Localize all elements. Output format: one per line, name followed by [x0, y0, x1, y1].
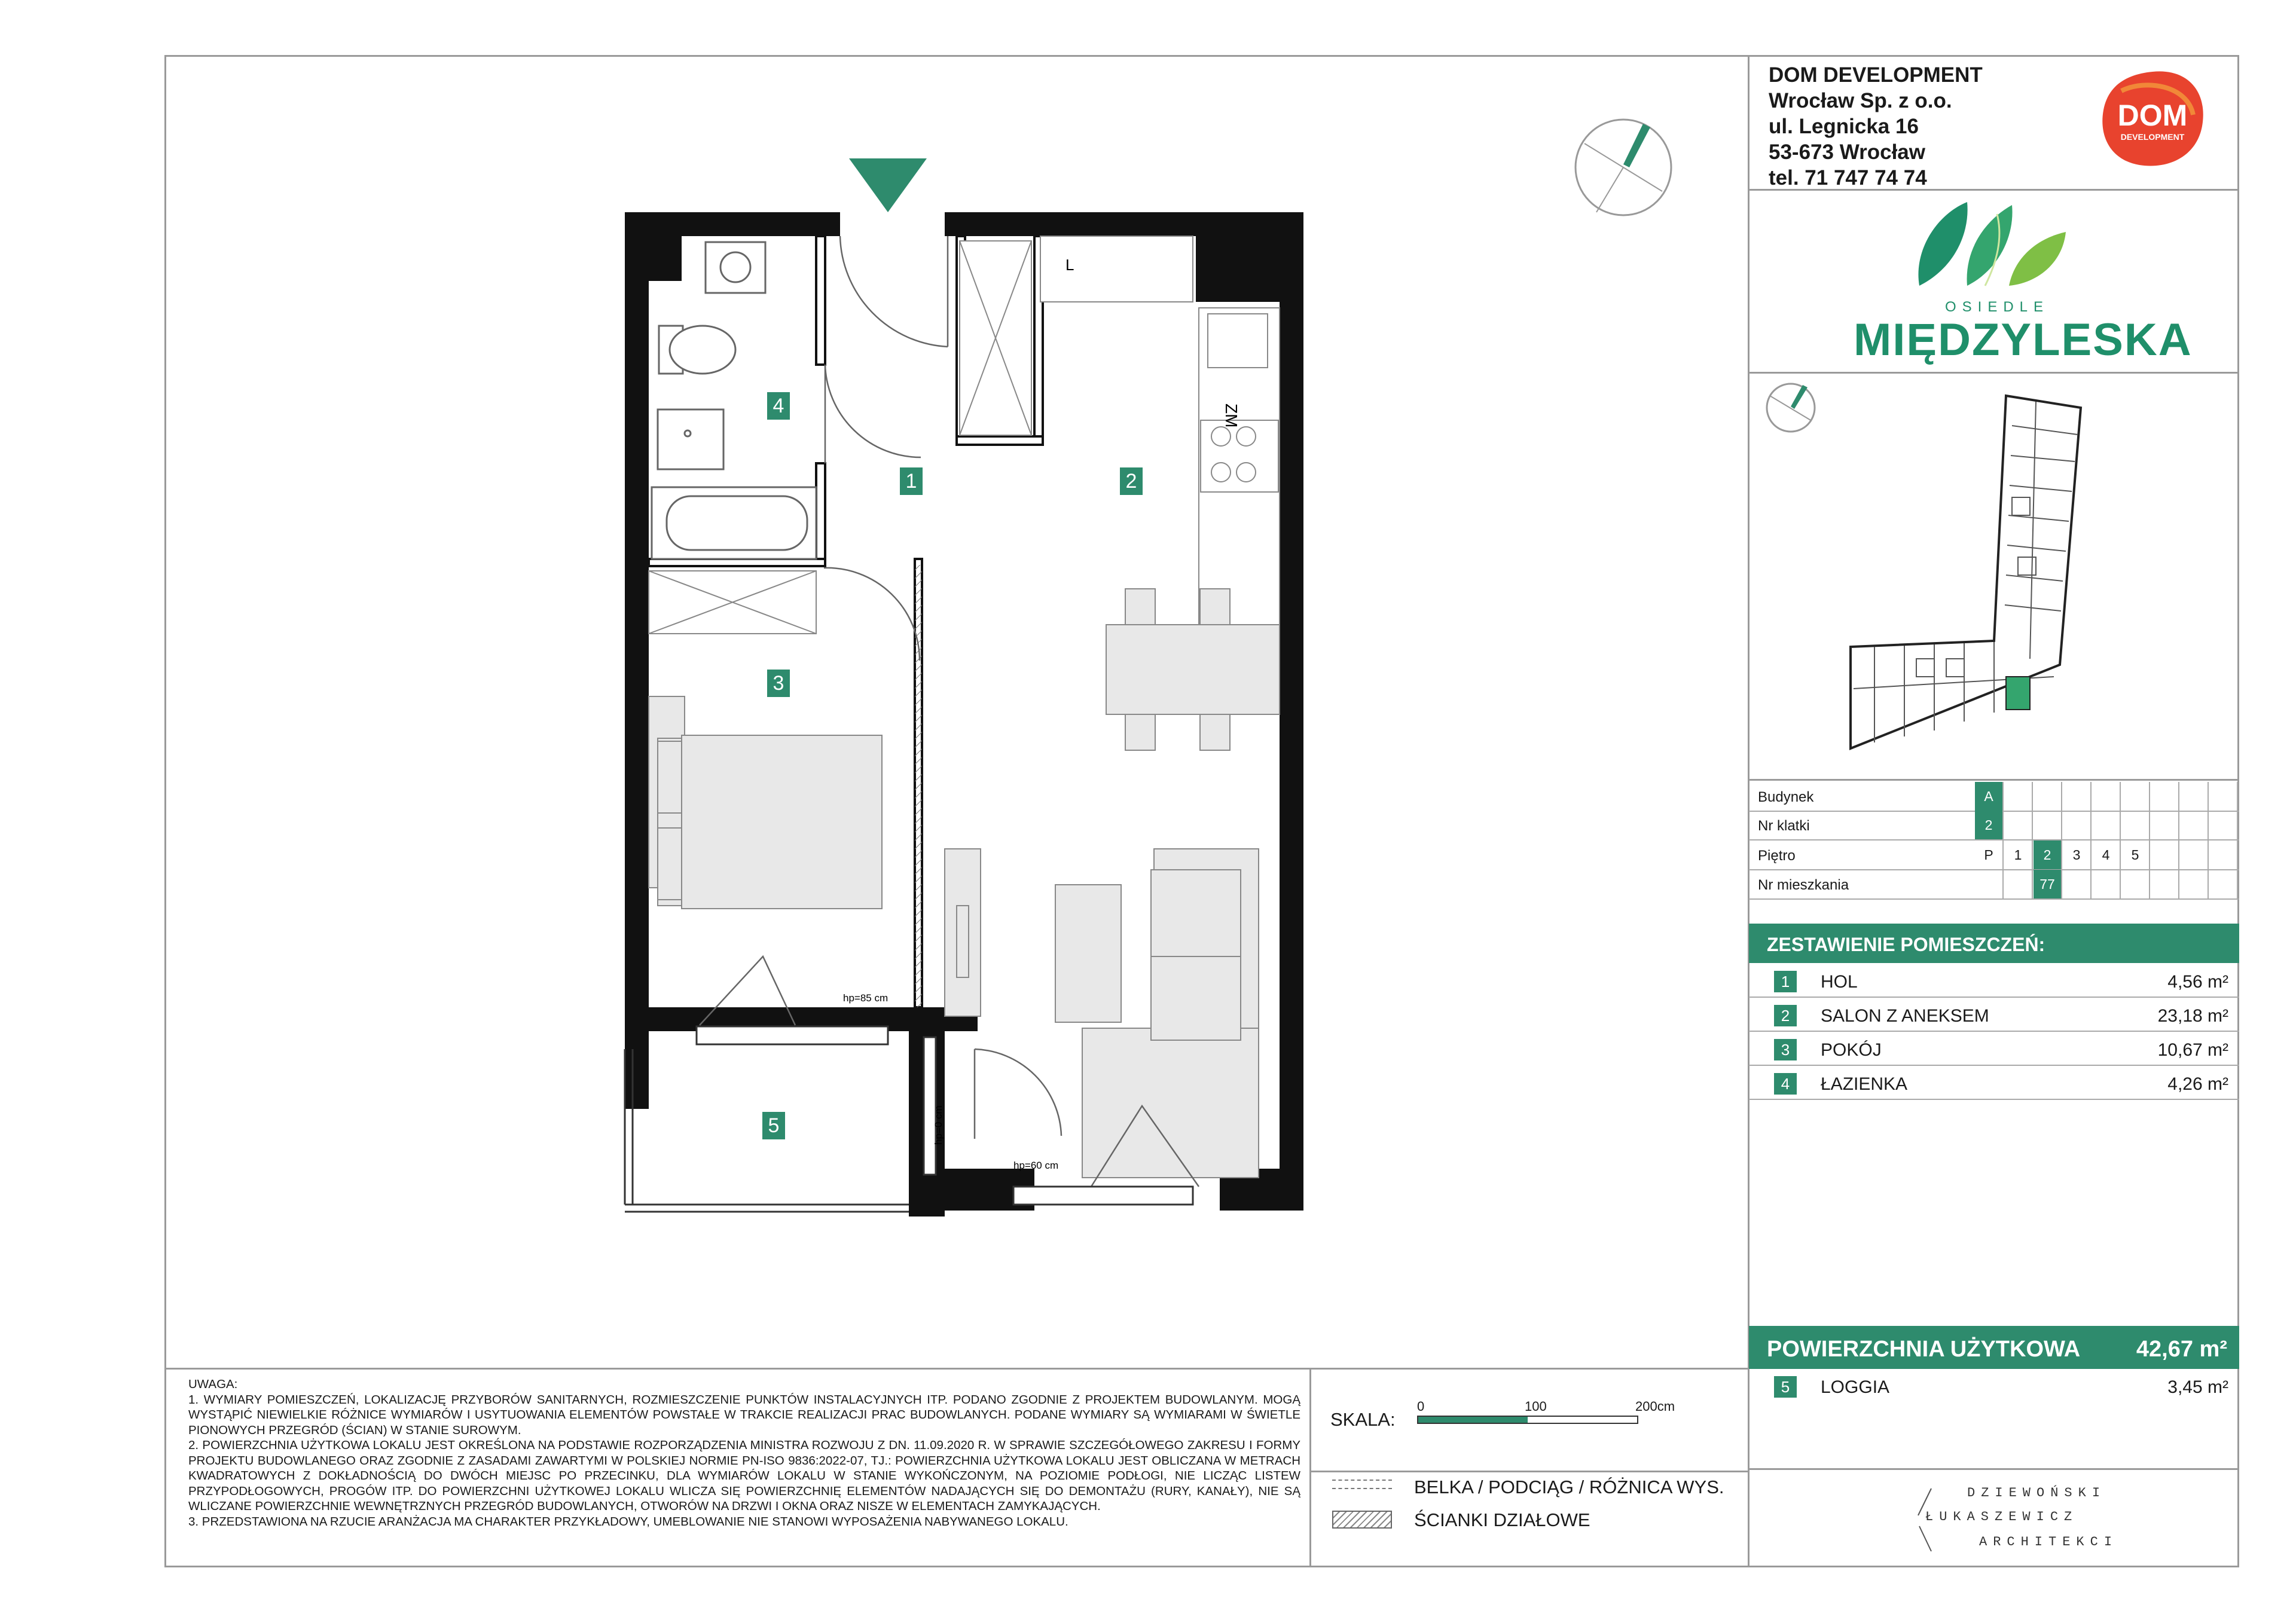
- plan-label-5: 5: [762, 1112, 785, 1139]
- info-cell: [2209, 782, 2238, 811]
- notes-title: UWAGA:: [188, 1377, 238, 1391]
- estate-leaf-logo: [1913, 196, 2093, 292]
- company-street: ul. Legnicka 16: [1769, 115, 1919, 138]
- info-cell: [2209, 840, 2238, 869]
- usable-area-bar: [1749, 1326, 2239, 1369]
- room-name: SALON Z ANEKSEM: [1821, 1006, 1989, 1026]
- divider-notes: [164, 1368, 1749, 1370]
- logo-text-top: DOM: [2117, 99, 2188, 132]
- info-cell: 2: [2034, 840, 2062, 869]
- estate-prefix: OSIEDLE: [1944, 299, 2050, 315]
- scale-tick-0: 0: [1417, 1399, 1425, 1414]
- logo-text-bottom: DEVELOPMENT: [2120, 132, 2185, 142]
- divider-scale-legend: [1309, 1471, 1749, 1472]
- note-2: 2. POWIERZCHNIA UŻYTKOWA LOKALU JEST OKREŚLONA NA PODSTAWIE ROZPORZĄDZENIA MINISTRA ROZWOJU Z DN. 11.09.2020 R. W SPRAWIE SZCZEGÓŁOWEGO ZAKRESU I FORMY PROJEKTU BUDOWLANEGO ORAZ ZGODNIE Z ZASADAMI ZAWARTYMI W POLSKIEJ NORMIE PN-ISO 9836:2022-07, TJ.: POWIERZCHNIA UŻYTKOWA LOKALU JEST OBLICZANA W METRACH KWADRATOWYCH Z DOKŁADNOŚCIĄ DO DWÓCH MIEJSC PO PRZECINKU, DLA WYMIARÓW LOKALU W STANIE WYKOŃCZONYM, NA POZIOMIE PODŁOGI, NIE LICZĄC LISTEW PRZYPODŁOGOWYCH, PROGÓW ITP. DO POWIERZCHNI UŻYTKOWEJ LOKALU WLICZA SIĘ POWIERZCHNIĘ ELEMENTÓW NADAJĄCYCH SIĘ DO DEMONTAŻU (RURY, KANAŁY), NIE SĄ WLICZANE POWIERZCHNIE WEWNĘTRZNYCH PRZEGRÓD BUDOWLANYCH, OTWORÓW NA DRZWI I OKNA ORAZ NISZE W ELEMENTACH ZAMYKAJĄCYCH.: [188, 1438, 1300, 1513]
- loggia-row: [1749, 1369, 2239, 1403]
- room-area: 4,56 m²: [2167, 972, 2228, 992]
- architects-logo: [1913, 1480, 2118, 1557]
- room-number: 4: [1774, 1073, 1797, 1095]
- info-label: Piętro: [1758, 848, 1796, 864]
- divider-notes-legend: [1309, 1368, 1311, 1567]
- room-area: 10,67 m²: [2157, 1040, 2228, 1060]
- note-3: 3. PRZEDSTAWIONA NA RZUCIE ARANŻACJA MA CHARAKTER PRZYKŁADOWY, UMEBLOWANIE NIE STANOWI WYPOSAŻENIA NABYWANEGO LOKALU.: [188, 1514, 1068, 1529]
- info-cell: [2151, 811, 2179, 839]
- info-cell: 3: [2063, 840, 2092, 869]
- room-name: POKÓJ: [1821, 1040, 1882, 1060]
- legend-beam: BELKA / PODCIĄG / RÓŻNICA WYS.: [1414, 1477, 1724, 1497]
- estate-name: MIĘDZYLESKA: [1854, 314, 2193, 365]
- scale-tick-200: 200cm: [1635, 1399, 1675, 1414]
- beam-legend-icon: [1332, 1480, 1392, 1489]
- info-cell: [2004, 782, 2033, 811]
- info-label: Nr klatki: [1758, 818, 1810, 834]
- info-cell: [2092, 782, 2121, 811]
- room-row: [1749, 998, 2239, 1032]
- room-number: 3: [1774, 1039, 1797, 1060]
- info-cell: [2004, 870, 2033, 898]
- divider-architects: [1749, 1468, 2239, 1470]
- window-height-bedroom: hp=85 cm: [843, 992, 889, 1004]
- window-height-loggia: hp=0 cm: [933, 1105, 944, 1145]
- scale-bar-fill: [1418, 1417, 1528, 1423]
- info-cell: [1975, 870, 2004, 898]
- room-name: ŁAZIENKA: [1821, 1074, 1908, 1094]
- divider-keyplan: [1749, 779, 2239, 781]
- dishwasher-label: ZM: [1222, 404, 1241, 428]
- room-number: 1: [1774, 971, 1797, 992]
- info-cell: [2121, 870, 2150, 898]
- info-cell: [2209, 811, 2238, 839]
- architects-line2: ŁUKASZEWICZ: [1925, 1509, 2078, 1524]
- plan-label-2: 2: [1120, 467, 1143, 495]
- room-area: 23,18 m²: [2157, 1006, 2228, 1026]
- window-height-living: hp=60 cm: [1013, 1160, 1059, 1171]
- info-cell: [2151, 870, 2179, 898]
- room-area: 4,26 m²: [2167, 1074, 2228, 1094]
- architects-line1: DZIEWOŃSKI: [1967, 1486, 2106, 1500]
- info-cell: [2180, 840, 2209, 869]
- info-label: Nr mieszkania: [1758, 877, 1849, 893]
- info-cell: [2063, 870, 2092, 898]
- compass-icon: [1573, 117, 1674, 218]
- divider-estate: [1749, 372, 2239, 374]
- info-cell: 77: [2034, 870, 2062, 898]
- info-cell: [2180, 870, 2209, 898]
- room-row: [1749, 964, 2239, 998]
- rooms-header-text: ZESTAWIENIE POMIESZCZEŃ:: [1767, 934, 2045, 955]
- floor-plan: [622, 152, 1309, 1222]
- info-cell: [2180, 811, 2209, 839]
- usable-area-value: 42,67 m²: [2136, 1337, 2227, 1362]
- info-cell: 4: [2092, 840, 2121, 869]
- usable-area-label: POWIERZCHNIA UŻYTKOWA: [1767, 1337, 2081, 1362]
- scale-bar: [1417, 1416, 1638, 1424]
- info-cell: A: [1975, 782, 2004, 811]
- info-label: Budynek: [1758, 789, 1814, 805]
- legend-partition: ŚCIANKI DZIAŁOWE: [1414, 1509, 1590, 1530]
- info-cell: [2004, 811, 2033, 839]
- info-cell: [2063, 782, 2092, 811]
- info-cell: [2063, 811, 2092, 839]
- fridge-label: L: [1065, 256, 1074, 274]
- company-name: DOM DEVELOPMENT: [1769, 63, 1983, 87]
- rooms-header: [1749, 924, 2239, 963]
- company-branch: Wrocław Sp. z o.o.: [1769, 89, 1952, 112]
- info-row-line: [1749, 898, 2239, 900]
- partition-legend-icon: [1332, 1511, 1392, 1529]
- info-cell: [2209, 870, 2238, 898]
- building-key-plan: [1755, 378, 2233, 775]
- info-cell: P: [1975, 840, 2004, 869]
- info-cell: 5: [2121, 840, 2150, 869]
- info-cell: 2: [1975, 811, 2004, 839]
- loggia-area: 3,45 m²: [2167, 1377, 2228, 1397]
- room-row: [1749, 1032, 2239, 1066]
- info-cell: [2151, 840, 2179, 869]
- scale-label: SKALA:: [1330, 1409, 1396, 1430]
- info-cell: [2121, 782, 2150, 811]
- entrance-arrow-icon: [849, 158, 927, 212]
- room-name: HOL: [1821, 972, 1858, 992]
- info-cell: [2151, 782, 2179, 811]
- info-cell: [2121, 811, 2150, 839]
- info-cell: 1: [2004, 840, 2033, 869]
- info-cell: [2092, 811, 2121, 839]
- dom-development-logo: [2097, 67, 2208, 172]
- note-1: 1. WYMIARY POMIESZCZEŃ, LOKALIZACJĘ PRZYBORÓW SANITARNYCH, ROZMIESZCZENIE PUNKTÓW INSTALACYJNYCH ITP. PODANO ZGODNIE Z PROJEKTEM BUDOWLANYM. MOGĄ WYSTĄPIĆ NIEWIELKIE RÓŻNICE WYMIARÓW I USYTUOWANIA ELEMENTÓW POWSTAŁE W TRAKCIE REALIZACJI PRAC BUDOWLANYCH. PODANE WYMIARY SĄ WYMIARAMI W ŚWIETLE PIONOWYCH PRZEGRÓD (ŚCIAN) W STANIE SUROWYM.: [188, 1392, 1300, 1437]
- info-cell: [2034, 782, 2062, 811]
- notes-block: [188, 1377, 1300, 1529]
- company-block: [1769, 62, 1983, 191]
- company-phone: tel. 71 747 74 74: [1769, 166, 1927, 189]
- info-cell: [2180, 782, 2209, 811]
- plan-label-1: 1: [900, 467, 923, 495]
- room-row: [1749, 1066, 2239, 1100]
- info-cell: [2034, 811, 2062, 839]
- room-number: 2: [1774, 1005, 1797, 1026]
- loggia-name: LOGGIA: [1821, 1377, 1890, 1397]
- company-city: 53-673 Wrocław: [1769, 140, 1925, 164]
- scale-tick-100: 100: [1525, 1399, 1547, 1414]
- plan-label-3: 3: [767, 670, 790, 697]
- info-cell: [2092, 870, 2121, 898]
- plan-label-4: 4: [767, 392, 790, 420]
- loggia-number: 5: [1774, 1376, 1797, 1398]
- architects-line3: ARCHITEKCI: [1979, 1535, 2118, 1549]
